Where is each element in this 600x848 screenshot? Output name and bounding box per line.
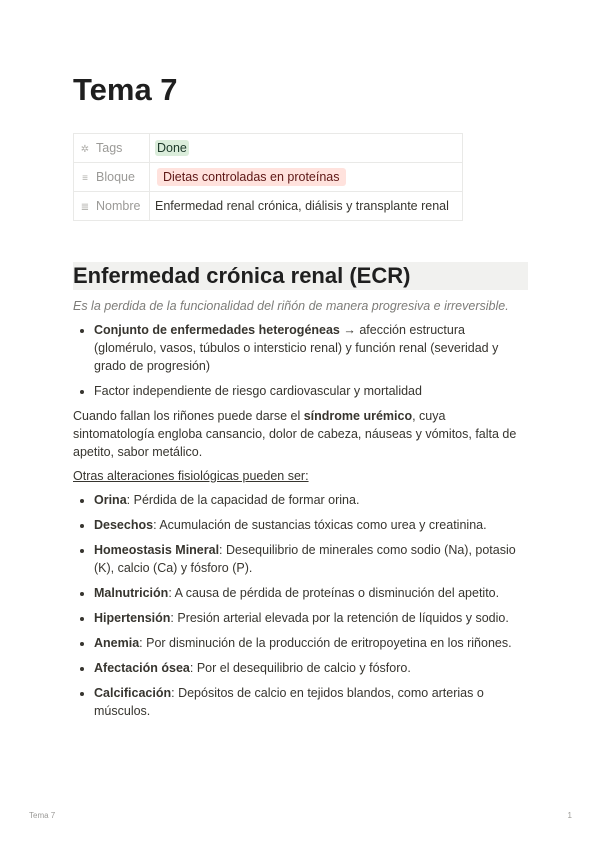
bullet-list-1 [73, 321, 528, 400]
section-intro: Es la perdida de la funcionalidad del riñón de manera progresiva e irreversible. [73, 299, 509, 313]
list-item: • Malnutrición: A causa de pérdida de proteínas o disminución del apetito. [94, 584, 528, 602]
property-row-nombre [74, 192, 463, 221]
property-value[interactable] [150, 163, 463, 192]
list-item: • Factor independiente de riesgo cardiovascular y mortalidad [94, 382, 528, 400]
uremic-paragraph: Cuando fallan los riñones puede darse el síndrome urémico, cuya sintomatología engloba cansancio, dolor de cabeza, náuseas y vómitos, falta de apetito, sabor metálico. [73, 409, 517, 459]
property-value[interactable] [150, 134, 463, 163]
list-item: • Afectación ósea: Por el desequilibrio de calcio y fósforo. [94, 659, 528, 677]
list-item: • Calcificación: Depósitos de calcio en tejidos blandos, como arterias o músculos. [94, 684, 528, 720]
property-key: ≡ Bloque [74, 163, 150, 192]
list-item: • Conjunto de enfermedades heterogéneas → afección estructura (glomérulo, vasos, túbulos o intersticio renal) y función renal (severidad y grado de progresión) [94, 321, 528, 375]
property-key: ≣ Nombre [74, 192, 150, 221]
list-item: • Homeostasis Mineral: Desequilibrio de minerales como sodio (Na), potasio (K), calcio (Ca) y fósforo (P). [94, 541, 528, 577]
property-row-bloque [74, 163, 463, 192]
loader-icon: ✲ [80, 144, 90, 155]
list-item: • Orina: Pérdida de la capacidad de formar orina. [94, 491, 528, 509]
tag-badge-done[interactable]: Done [157, 141, 187, 155]
list-item: • Hipertensión: Presión arterial elevada por la retención de líquidos y sodio. [94, 609, 528, 627]
section-heading: Enfermedad crónica renal (ECR) [73, 262, 528, 290]
property-row-tags [74, 134, 463, 163]
text-icon: ≣ [80, 202, 90, 213]
footer-title: Tema 7 [29, 811, 56, 820]
subheading: Otras alteraciones fisiológicas pueden ser: [73, 469, 309, 483]
properties-table [73, 133, 463, 221]
page-number: 1 [567, 811, 572, 820]
list-item: • Desechos: Acumulación de sustancias tóxicas como urea y creatinina. [94, 516, 528, 534]
property-key: ✲ Tags [74, 134, 150, 163]
list-item: • Anemia: Por disminución de la producción de eritropoyetina en los riñones. [94, 634, 528, 652]
bullet-list-2 [73, 491, 528, 720]
section-content [73, 297, 528, 727]
list-icon: ≡ [82, 173, 88, 184]
property-value[interactable]: Enfermedad renal crónica, diálisis y transplante renal [150, 192, 463, 221]
tag-badge-bloque[interactable]: Dietas controladas en proteínas [157, 168, 346, 186]
page-title: Tema 7 [73, 72, 178, 107]
